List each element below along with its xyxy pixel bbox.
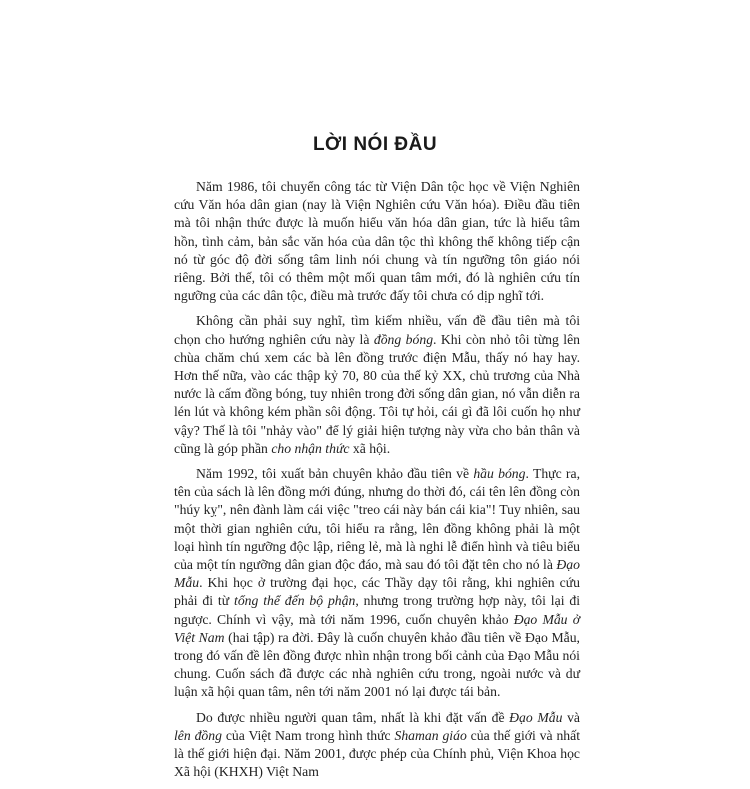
text-segment: Năm 1986, tôi chuyển công tác từ Viện Dân tộc học về Viện Nghiên cứu Văn hóa dân gian (nay là Viện Nghiên cứu Văn hóa). Điều đầu tiên mà tôi nhận thức được là muốn hiểu văn hóa dân gian, tức là hiểu tâm hồn, tình cảm, bản sắc văn hóa của dân tộc thì không thể không tiếp cận nó từ góc độ đời sống tâm linh nói chung và tín ngưỡng tôn giáo nói riêng. Bởi thế, tôi có thêm một mối quan tâm mới, đó là nghiên cứu tín ngưỡng của các dân tộc, điều mà trước đấy tôi chưa có dịp nghĩ tới. xyxy=(174,179,580,304)
body-text xyxy=(174,178,580,789)
paragraph xyxy=(174,465,580,702)
italic-term: hầu bóng xyxy=(473,466,526,482)
text-segment: . Khi học ở trường đại học, các Thầy dạy tôi rằng, khi nghiên cứu phải đi từ xyxy=(174,575,580,609)
text-segment: , nhưng trong trường hợp này, tôi lại đi ngược. Chính vì vậy, mà tới năm 1996, cuốn chuyên khảo xyxy=(174,593,580,627)
text-segment: . Thực ra, tên của sách là lên đồng mới đúng, nhưng do thời đó, cái tên lên đồng còn "húy kỵ", nên đành làm cái việc "treo cái này bán cái kia"! Tuy nhiên, sau một thời gian nghiên cứu, tôi hiểu ra rằng, lên đồng không phải là một loại hình tín ngưỡng độc lập, riêng lẻ, mà là nghi lễ điển hình và tiêu biểu của một tín ngưỡng dân gian độc đáo, mà sau đó tôi đặt tên cho nó là xyxy=(174,466,580,573)
italic-term: Đạo Mẫu ở Việt Nam xyxy=(174,611,580,645)
page-title: LỜI NÓI ĐẦU xyxy=(312,134,438,155)
text-segment: Năm 1992, tôi xuất bản chuyên khảo đầu tiên về xyxy=(196,466,474,482)
italic-term: lên đồng xyxy=(174,727,222,743)
text-segment: Do được nhiều người quan tâm, nhất là khi đặt vấn đề xyxy=(196,709,510,725)
italic-term: Đạo Mẫu xyxy=(509,709,563,725)
text-segment: của Việt Nam trong hình thức xyxy=(221,727,395,743)
text-segment: (hai tập) ra đời. Đây là cuốn chuyên khảo đầu tiên về Đạo Mẫu, trong đó vấn đề lên đồng được nhìn nhận trong bối cảnh của Đạo Mẫu nói chung. Cuốn sách đã được các nhà nghiên cứu trong, ngoài nước và dư luận xã hội quan tâm, nên tới năm 2001 nó lại được tái bản. xyxy=(174,629,580,700)
text-segment: và xyxy=(562,709,580,725)
text-segment: xã hội. xyxy=(349,440,391,456)
italic-term: Shaman giáo xyxy=(394,727,467,743)
italic-term: Đạo Mẫu xyxy=(174,557,580,591)
paragraph xyxy=(174,178,580,305)
text-segment: của thế giới và nhất là thế giới hiện đại. Năm 2001, được phép của Chính phủ, Viện Khoa học Xã hội (KHXH) Việt Nam xyxy=(174,727,581,780)
italic-term: cho nhận thức xyxy=(271,440,350,456)
paragraph xyxy=(174,709,580,782)
text-segment: . Khi còn nhỏ tôi từng lên chùa chăm chú xem các bà lên đồng trước điện Mẫu, thấy nó hay hay. Hơn thế nữa, vào các thập kỷ 70, 80 của thế kỷ XX, chủ trương của Nhà nước là cấm đồng bóng, tuy nhiên trong đời sống dân gian, nó vẫn diễn ra lén lút và không kém phần sôi động. Tôi tự hỏi, cái gì đã lôi cuốn họ như vậy? Thế là tôi "nhảy vào" để lý giải hiện tượng này vừa cho bản thân và cũng là góp phần xyxy=(174,331,580,456)
italic-term: đồng bóng xyxy=(373,331,434,347)
italic-term: tổng thể đến bộ phận xyxy=(234,593,356,609)
text-segment: Không cần phải suy nghĩ, tìm kiếm nhiều, vấn đề đầu tiên mà tôi chọn cho hướng nghiên cứu này là xyxy=(174,313,580,347)
paragraph xyxy=(174,312,580,458)
